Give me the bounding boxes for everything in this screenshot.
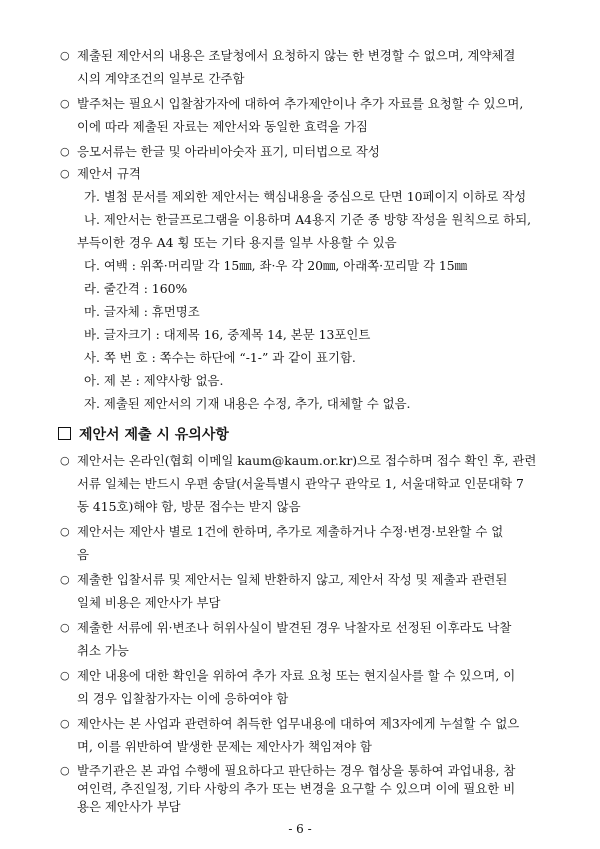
circle-bullet-icon: ○	[60, 764, 70, 777]
list-item-text: 용은 제안사가 부담	[77, 799, 181, 814]
circle-bullet-icon: ○	[60, 49, 70, 62]
circle-bullet-icon: ○	[60, 167, 70, 180]
page-number: - 6 -	[288, 822, 312, 836]
circle-bullet-icon: ○	[60, 621, 70, 634]
circle-bullet-icon: ○	[60, 145, 70, 158]
list-item-text: 응모서류는 한글 및 아라비아숫자 표기, 미터법으로 작성	[77, 144, 380, 159]
checkbox-square-icon	[58, 427, 71, 440]
circle-bullet-icon: ○	[60, 97, 70, 110]
document-page: ○ 제출된 제안서의 내용은 조달청에서 요청하지 않는 한 변경할 수 없으며, 계약체결 시의 계약조건의 일부로 간주함 ○ 발주처는 필요시 입찰참가자에 대하여 추가제안이나 추가 자료를 요청할 수 있으며, 이에 따라 제출된 자료는 제안서와 동일한 효력을 가짐 ○ 응모서류는 한글 및 아라비아숫자 표기, 미터법으로 작성 ○ 제안서 규격 가. 별첨 문서를 제외한 제안서는 핵심내용을 중심으로 단면 10페이지 이하로 작성 나. 제안서는 한글프로그램을 이용하며 A4용지 기준 종 방향 작성을 원칙으로 하되, 부득이한 경우 A4 횡 또는 기타 용지를 일부 사용할 수 있음 다. 여백 : 위쪽·머리말 각 15㎜, 좌·우 각 20㎜, 아래쪽·꼬리말 각 15㎜ 라. 줄간격 : 160% 마. 글자체 : 휴먼명조 바. 글자크기 : 대제목 16, 중제목 14, 본문 13포인트 사. 쪽 번 호 : 쪽수는 하단에 “-1-” 과 같이 표기함. 아. 제 본 : 제약사항 없음. 자. 제출된 제안서의 기재 내용은 수정, 추가, 대체할 수 없음. 제안서 제출 시 유의사항 ○ 제안서는 온라인(협회 이메일 kaum@kaum.or.kr)으로 접수하며 접수 확인 후, 관련 서류 일체는 반드시 우편 송달(서울특별시 관악구 관악로 1, 서울대학교 인문대학 7 동 415호)해야 함, 방문 접수는 받지 않음 ○ 제안서는 제안사 별로 1건에 한하며, 추가로 제출하거나 수정·변경·보완할 수 없 음 ○ 제출한 입찰서류 및 제안서는 일체 반환하지 않고, 제안서 작성 및 제출과 관련된 일체 비용은 제안사가 부담 ○ 제출한 서류에 위·변조나 허위사실이 발견된 경우 낙찰자로 선정된 이후라도 낙찰 취소 가능 ○ 제안 내용에 대한 확인을 위하여 추가 자료 요청 또는 현지실사를 할 수 있으며, 이 의 경우 입찰참가자는 이에 응하여야 함 ○ 제안사는 본 사업과 관련하여 취득한 업무내용에 대하여 제3자에게 누설할 수 없으 며, 이를 위반하여 발생한 문제는 제안사가 책임져야 함 ○ 발주기관은 본 과업 수행에 필요하다고 판단하는 경우 협상을 통하여 과업내용, 참 여인력, 추진일정, 기타 사항의 추가 또는 변경을 요구할 수 있으며 이에 필요한 비 - 6 - 용은 제안사가 부담	[0, 0, 600, 849]
circle-bullet-icon: ○	[60, 573, 70, 586]
list-item-text: 제안서 규격	[77, 166, 141, 181]
circle-bullet-icon: ○	[60, 454, 70, 467]
list-item-text: 시의 계약조건의 일부로 간주함	[77, 71, 245, 86]
list-item-text: 제출된 제안서의 내용은 조달청에서 요청하지 않는 한 변경할 수 없으며, 계약체결	[77, 48, 516, 63]
list-item-text: 발주처는 필요시 입찰참가자에 대하여 추가제안이나 추가 자료를 요청할 수 있으며,	[77, 96, 524, 111]
circle-bullet-icon: ○	[60, 669, 70, 682]
section-heading-text: 제안서 제출 시 유의사항	[79, 427, 229, 443]
circle-bullet-icon: ○	[60, 525, 70, 538]
list-item-text: 이에 따라 제출된 자료는 제안서와 동일한 효력을 가짐	[77, 119, 368, 134]
circle-bullet-icon: ○	[60, 717, 70, 730]
section-heading	[58, 425, 229, 445]
